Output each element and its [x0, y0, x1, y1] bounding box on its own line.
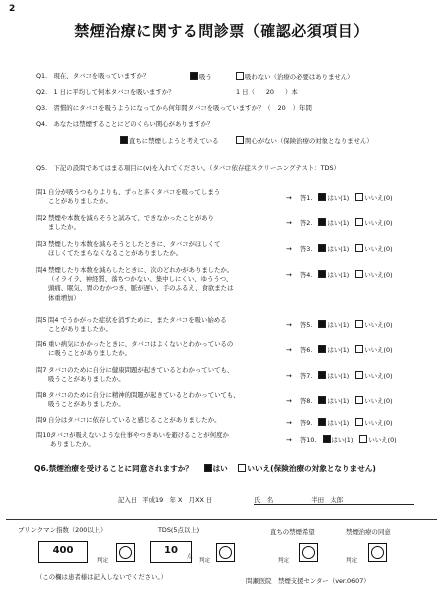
q4-no-label: 関心がない（保険治療の対象となりません）: [245, 137, 373, 145]
tds-answer-5: [286, 320, 393, 330]
arrow-right-icon: →: [286, 245, 292, 253]
q4-text: Q4. あなたは禁煙することにどのくらい関心がありますか？: [36, 120, 214, 128]
checkbox-yes-checked[interactable]: [318, 396, 326, 404]
circle-mark-icon: [371, 546, 384, 559]
tds-answer-7: [286, 371, 393, 381]
question-q3: [36, 104, 312, 112]
tds-item-label: 問5: [36, 316, 47, 324]
yes-label: はい(1): [327, 372, 350, 380]
tds-item-1: [36, 188, 221, 206]
no-label: いいえ(0): [364, 271, 393, 279]
checkbox-no[interactable]: [355, 396, 363, 404]
question-q2: [36, 88, 175, 96]
tds-item-label: 問7: [36, 366, 47, 374]
tds-answer-10: [286, 435, 397, 445]
question-q5: [36, 164, 340, 172]
q1-text: Q1. 現在、タバコを吸っていますか？: [36, 72, 150, 80]
date-label: 記入日: [118, 496, 138, 504]
tds-item-line: 頭痛、眠気、胃のむかつき、脈が遅い、手のふるえ、食欲または: [48, 284, 234, 293]
circle-mark-icon: [219, 546, 232, 559]
answer-label: 答3.: [299, 245, 313, 253]
clinic-name: 問瀬医院 禁煙支援センター（ver.0607）: [246, 577, 370, 585]
checkbox[interactable]: [238, 464, 246, 472]
tds-item-label: 問6: [36, 340, 47, 348]
yes-label: はい(1): [327, 346, 350, 354]
q2-pre: 1 日（: [236, 88, 255, 96]
tds-item-line: に吸うことがありましたか。: [48, 349, 132, 358]
brinkman-label: ブリンクマン指数（200以上）: [18, 526, 107, 534]
intent-label: 直ちの禁煙希望: [270, 528, 315, 536]
checkbox-yes-checked[interactable]: [318, 244, 326, 252]
tds-answer-8: [286, 396, 393, 406]
answer-label: 答2.: [299, 219, 313, 227]
tds-item-line: タバコのために自分に精神的問題が起きているとわかっていても、: [48, 391, 240, 399]
tds-item-line: タバコのために自分に健康問題が起きているとわかっていても、: [48, 366, 234, 374]
checkbox-no[interactable]: [355, 320, 363, 328]
no-label: いいえ(0): [364, 372, 393, 380]
tds-item-5: [36, 316, 227, 334]
checkbox-no[interactable]: [355, 244, 363, 252]
section-divider: [6, 519, 437, 520]
q5-text: Q5. 下記の設問であてはまる項目に(v)を入れてください。（タバコ依存症スクリーニングテスト：TDS）: [36, 164, 340, 172]
tds-item-line: 禁煙したり本数を減らしたときに、次のどれかがありましたか。: [48, 266, 234, 274]
question-q1: [36, 72, 149, 80]
no-label: いいえ(0): [364, 194, 393, 202]
checkbox-yes-checked[interactable]: [318, 371, 326, 379]
arrow-right-icon: →: [286, 271, 292, 279]
tds-judge-label: 判定: [199, 558, 211, 564]
tds-item-8: [36, 391, 240, 409]
yes-label: はい(1): [327, 397, 350, 405]
q4-option-yes[interactable]: [120, 136, 218, 145]
q4-option-no[interactable]: [236, 136, 373, 145]
circle-mark-icon: [119, 546, 132, 559]
answer-label: 答4.: [299, 271, 313, 279]
tds-item-6: [36, 340, 234, 358]
entry-name: [254, 496, 414, 505]
q2-answer[interactable]: [236, 88, 298, 96]
tds-item-2: [36, 214, 215, 232]
arrow-right-icon: →: [286, 321, 292, 329]
arrow-right-icon: →: [286, 436, 292, 444]
checkbox-no[interactable]: [355, 270, 363, 278]
tds-item-label: 問9: [36, 416, 47, 424]
page-title: 禁煙治療に関する問診票（確認必須項目）: [74, 22, 369, 40]
question-q6: [34, 463, 376, 474]
checkbox-yes-checked[interactable]: [318, 193, 326, 201]
no-label: いいえ(0): [364, 321, 393, 329]
q3-value[interactable]: 20: [277, 104, 286, 112]
arrow-right-icon: →: [286, 397, 292, 405]
tds-item-line: 禁煙したり本数を減らそうとしたときに、タバコがほしくて: [48, 240, 221, 248]
tds-item-label: 問2: [36, 214, 47, 222]
q6-text: Q6.禁煙治療を受けることに同意されますか？: [34, 464, 193, 473]
checkbox-no[interactable]: [355, 418, 363, 426]
tds-unit: 点: [187, 554, 193, 560]
answer-label: 答5.: [299, 321, 313, 329]
checkbox[interactable]: [236, 136, 244, 144]
checkbox-no[interactable]: [355, 345, 363, 353]
yes-label: はい(1): [327, 419, 350, 427]
tds-answer-9: [286, 418, 393, 428]
name-label: 氏 名: [254, 496, 274, 504]
no-label: いいえ(0): [364, 419, 393, 427]
tds-item-line: 吸うことがありましたか。: [48, 400, 125, 409]
tds-item-label: 問3: [36, 240, 47, 248]
tds-item-label: 問10.: [36, 431, 53, 439]
q1-option-yes[interactable]: [190, 72, 212, 81]
tds-item-line: ことがありましたか。: [48, 197, 112, 206]
checkbox-yes-checked[interactable]: [318, 345, 326, 353]
arrow-right-icon: →: [286, 194, 292, 202]
staff-only-note: （この欄は患者様は記入しないでください。）: [36, 573, 168, 581]
answer-label: 答10.: [299, 436, 317, 444]
intent-judge-label: 判定: [278, 558, 290, 564]
tds-item-line: 自分が吸うつもりよりも、ずっと多くタバコを吸ってしまう: [48, 188, 221, 196]
question-q4: [36, 120, 213, 128]
checkbox-no[interactable]: [359, 435, 367, 443]
answer-label: 答6.: [299, 346, 313, 354]
tds-answer-1: [286, 193, 393, 203]
checkbox-yes-checked[interactable]: [318, 270, 326, 278]
circle-mark-icon: [302, 546, 315, 559]
tds-item-line: （イライラ、神経質、落ちつかない、集中しにくい、ゆううつ、: [48, 275, 233, 284]
answer-label: 答7.: [299, 372, 313, 380]
tds-item-line: 体重増加）: [48, 293, 80, 302]
checkbox-yes-checked[interactable]: [318, 320, 326, 328]
checkbox-no[interactable]: [355, 218, 363, 226]
no-label: いいえ(0): [364, 219, 393, 227]
no-label: いいえ(0): [368, 436, 397, 444]
brinkman-judge-label: 判定: [97, 558, 109, 564]
q1-option-no[interactable]: [236, 72, 354, 81]
tds-answer-2: [286, 218, 393, 228]
no-label: いいえ(0): [364, 346, 393, 354]
tds-item-line: ことがありましたか。: [48, 325, 112, 334]
answer-label: 答8.: [299, 397, 313, 405]
entry-date: [118, 496, 212, 504]
tds-item-line: 問4 でうかがった症状を消すために、またタバコを吸い始める: [48, 316, 227, 324]
checkbox-checked[interactable]: [190, 72, 198, 80]
q6-no-label: いいえ(保険治療の対象となりません): [247, 464, 376, 473]
answer-label: 答1.: [299, 194, 313, 202]
q1-no-label: 吸わない（治療の必要はありません）: [245, 73, 354, 81]
tds-item-9: [36, 416, 221, 425]
checkbox-no[interactable]: [355, 193, 363, 201]
tds-label: TDS(5点以上): [158, 526, 200, 534]
tds-answer-3: [286, 244, 393, 254]
tds-item-7: [36, 366, 234, 384]
tds-item-line: ありましたか。: [50, 440, 95, 449]
page-number: 2: [9, 4, 16, 14]
checkbox-checked[interactable]: [120, 136, 128, 144]
tds-item-line: ましたか。: [48, 223, 80, 232]
arrow-right-icon: →: [286, 372, 292, 380]
tds-judge-box[interactable]: [216, 543, 235, 562]
tds-item-line: 重い病気にかかったときに、タバコはよくないとわかっているの: [48, 340, 234, 348]
tds-item-line: 吸うことがありましたか。: [48, 375, 125, 384]
tds-item-4: [36, 266, 234, 302]
arrow-right-icon: →: [286, 346, 292, 354]
arrow-right-icon: →: [286, 219, 292, 227]
q2-value[interactable]: 20: [265, 88, 274, 96]
yes-label: はい(1): [327, 219, 350, 227]
tds-item-label: 問1: [36, 188, 47, 196]
intent-judge-box[interactable]: [299, 543, 318, 562]
tds-item-line: 禁煙や本数を減らそうと試みて、できなかったことがあり: [48, 214, 215, 222]
tds-item-label: 問8: [36, 391, 47, 399]
q2-text: Q2. 1 日に平均して何本タバコを吸いますか？: [36, 88, 175, 96]
q3-post: ）年間: [292, 104, 312, 112]
yes-label: はい(1): [327, 271, 350, 279]
tds-answer-6: [286, 345, 393, 355]
tds-value-field[interactable]: 10: [150, 541, 192, 563]
yes-label: はい(1): [327, 321, 350, 329]
q1-yes-label: 吸う: [199, 73, 212, 81]
brinkman-judge-box[interactable]: [116, 543, 135, 562]
name-value[interactable]: 半田 太郎: [311, 496, 344, 504]
tds-item-line: 自分はタバコに依存していると感じることがありましたか。: [48, 416, 221, 424]
checkbox-yes-checked[interactable]: [318, 218, 326, 226]
q6-yes-label: はい: [212, 464, 228, 473]
tds-item-3: [36, 240, 221, 258]
consent-label: 禁煙治療の同意: [346, 528, 391, 536]
tds-item-line: ほしくてたまらなくなることがありましたか。: [48, 249, 183, 258]
checkbox-checked[interactable]: [204, 464, 212, 472]
checkbox[interactable]: [236, 72, 244, 80]
tds-answer-4: [286, 270, 393, 280]
yes-label: はい(1): [327, 245, 350, 253]
answer-label: 答9.: [299, 419, 313, 427]
q3-text: Q3. 習慣的にタバコを吸うようになってから何年間タバコを吸っていますか？（: [36, 104, 271, 112]
tds-item-line: タバコが吸えないような仕事やつきあいを避けることが何度か: [50, 431, 229, 439]
checkbox-yes-checked[interactable]: [323, 435, 331, 443]
brinkman-value-field[interactable]: 400: [38, 541, 88, 563]
q2-post: ）本: [284, 88, 298, 96]
q4-yes-label: 直ちに禁煙しようと考えている: [129, 137, 219, 145]
consent-judge-box[interactable]: [368, 543, 387, 562]
no-label: いいえ(0): [364, 397, 393, 405]
tds-item-label: 問4: [36, 266, 47, 274]
no-label: いいえ(0): [364, 245, 393, 253]
consent-judge-label: 判定: [346, 558, 358, 564]
tds-item-10: [36, 431, 229, 449]
arrow-right-icon: →: [286, 419, 292, 427]
checkbox-yes-checked[interactable]: [318, 418, 326, 426]
yes-label: はい(1): [331, 436, 354, 444]
date-value[interactable]: 平成19 年 X 月XX 日: [142, 496, 213, 504]
yes-label: はい(1): [327, 194, 350, 202]
checkbox-no[interactable]: [355, 371, 363, 379]
